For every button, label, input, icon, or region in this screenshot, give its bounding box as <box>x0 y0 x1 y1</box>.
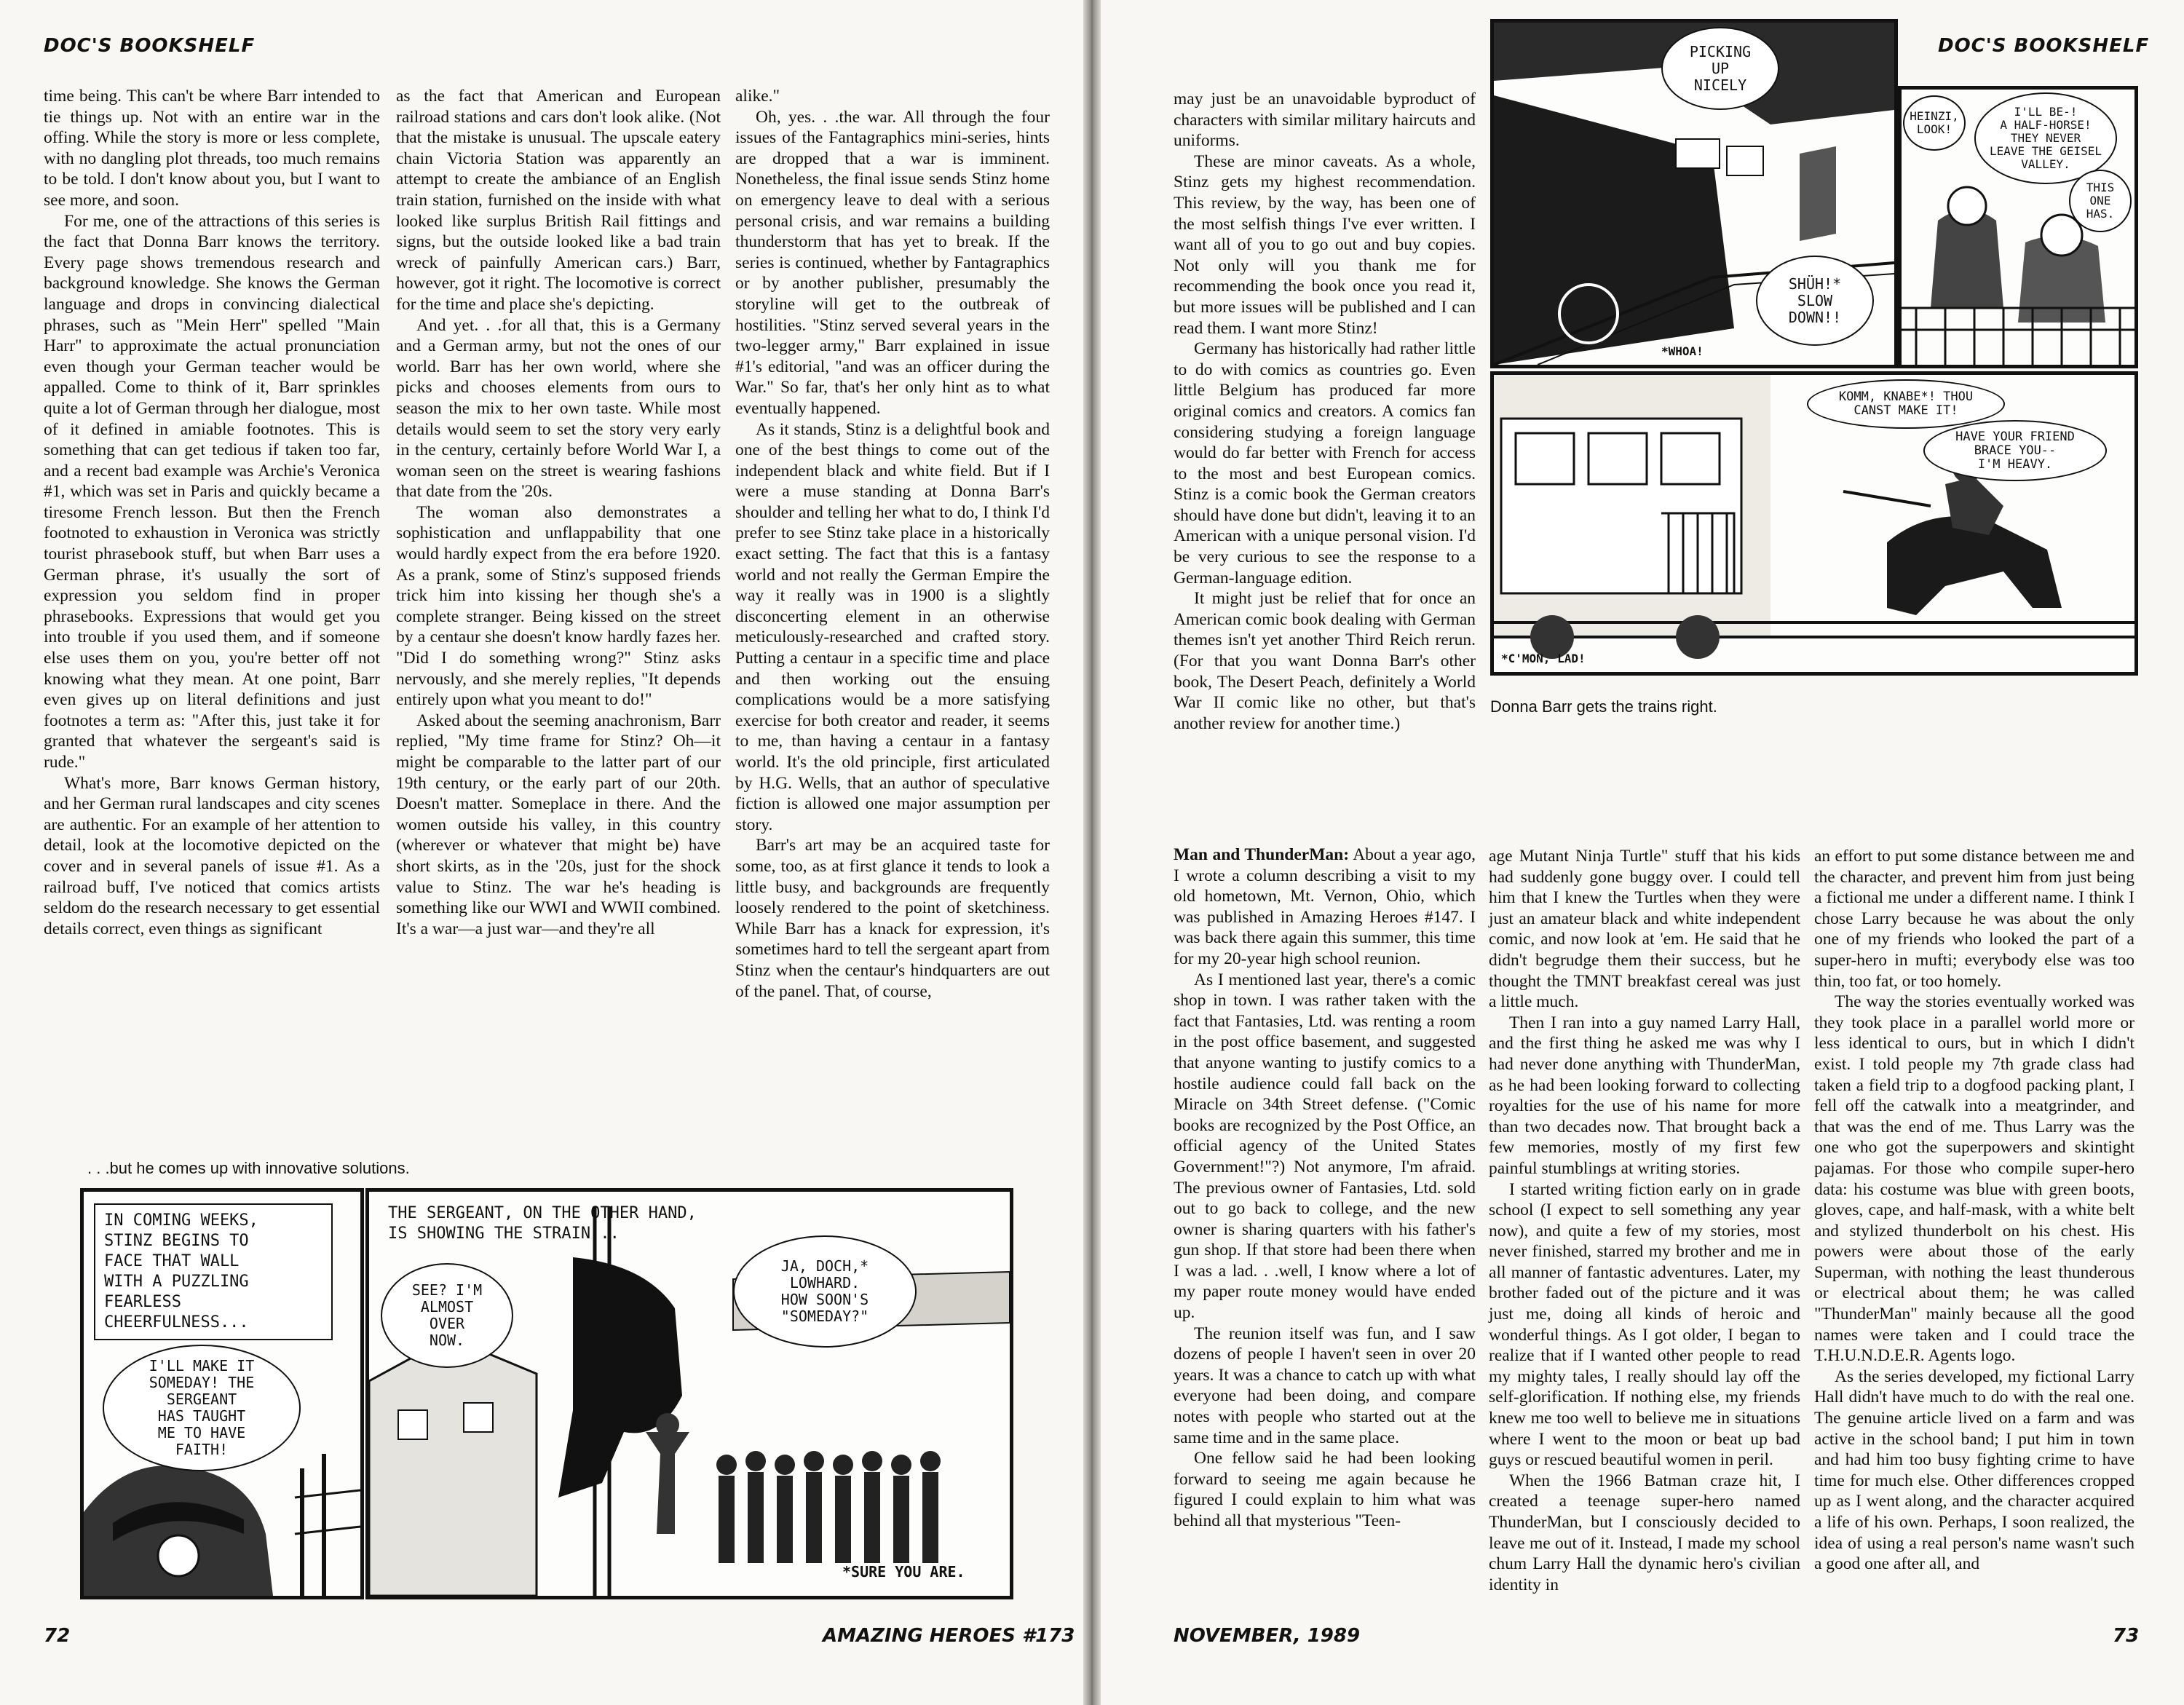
boys-panel <box>1898 86 2138 368</box>
footnote-text: *SURE YOU ARE. <box>842 1563 965 1581</box>
issue-date: NOVEMBER, 1989 <box>1174 1625 1361 1647</box>
centaur-panel <box>1490 371 2138 676</box>
article-column-2 <box>1174 831 1476 1532</box>
section-heading: Man and ThunderMan: <box>1174 845 1350 864</box>
art-caption: Donna Barr gets the trains right. <box>1490 697 1717 716</box>
narration-box: THE SERGEANT, ON THE OTHER HAND, IS SHOWING THE STRAIN... <box>388 1204 697 1243</box>
comic-panel-2 <box>365 1188 1013 1599</box>
footnote-text: *C'MON, LAD! <box>1501 652 1586 665</box>
speech-balloon: I'LL BE-! A HALF-HORSE! THEY NEVER LEAVE THE GEISEL VALLEY. <box>1974 92 2117 184</box>
page-header: DOC'S BOOKSHELF <box>1938 35 2150 57</box>
article-column-2 <box>396 86 721 939</box>
paragraph: an effort to put some distance between me and the character, and prevent him from just being a fictional me under a different name. I think I chose Larry because he was about the only one of my friends who looked the part of a super-hero in mufti; everybody else was too thin, too fat, or too homely. <box>1814 847 2134 991</box>
speech-balloon: KOMM, KNABE*! THOU CANST MAKE IT! <box>1807 379 2005 429</box>
paragraph: alike." <box>735 87 780 106</box>
article-column-3 <box>735 86 1050 1002</box>
paragraph: Germany has historically had rather little to do with comics as countries go. Even little Belgium has produced far more original comics and creators. A comics fan considering studying a foreign language would do far better with French for access to the most and best European comics. Stinz is a comic book the German creators should have done but didn't, leaving it to an American with a unique personal vision. I'd be very curious to see the response to a German-language edition. <box>1174 339 1476 588</box>
right-page <box>1101 0 2184 1705</box>
paragraph: One fellow said he had been looking forward to seeing me again because he figured I could explain to him what was behind all that mysterious "Teen- <box>1174 1449 1476 1530</box>
shout-balloon: SHÜH!* SLOW DOWN!! <box>1756 256 1874 346</box>
page-number: 73 <box>2113 1625 2140 1647</box>
strip-caption: . . .but he comes up with innovative solutions. <box>87 1159 410 1177</box>
paragraph: It might just be relief that for once an American comic book dealing with German themes isn't yet another Third Reich rerun. (For that you want Donna Barr's other book, The Desert Peach, definitely a World War II comic like no other, but that's another review for another time.) <box>1174 589 1476 733</box>
paragraph: may just be an unavoidable byproduct of characters with similar military haircuts and uniforms. <box>1174 90 1476 151</box>
book-spine <box>1083 0 1101 1705</box>
narration-box: IN COMING WEEKS, STINZ BEGINS TO FACE THAT WALL WITH A PUZZLING FEARLESS CHEERFULNESS... <box>94 1203 333 1340</box>
speech-balloon: SEE? I'M ALMOST OVER NOW. <box>381 1263 513 1368</box>
paragraph: The way the stories eventually worked was they took place in a parallel world more or less identical to ours, but in which I didn't exist. I told people my 7th grade class had taken a field trip to a dogfood packing plant, I fell off the catwalk into a meatgrinder, and that was the end of me. Thus Larry was the one who got the superpowers and skintight pajamas. For those who compile super-hero data: his costume was blue with green boots, gloves, cape, and half-mask, with a white belt and stylized thunderbolt on his chest. His powers were about those of the early Superman, with nothing the least thunderous or electrical about them; he was called "ThunderMan" mainly because all the good names were taken and I could trace the T.H.U.N.D.E.R. Agents logo. <box>1814 992 2134 1366</box>
speech-balloon: HAVE YOUR FRIEND BRACE YOU-- I'M HEAVY. <box>1923 420 2107 481</box>
page-number: 72 <box>44 1625 71 1647</box>
train-panel <box>1490 19 1898 368</box>
paragraph: And yet. . .for all that, this is a Germany and a German army, but not the ones of our world. Barr has her own world, where she picks and chooses elements from ours to season the mix to her own taste. While most details would seem to set the story very early in the century, certainly before World War I, a woman seen on the street is wearing fashions that date from the '20s. <box>396 315 721 502</box>
paragraph: time being. This can't be where Barr intended to tie things up. Not with an entire war in the offing. While the story is more or less complete, with no dangling plot threads, too much remains to be told. I don't know about you, but I want to see more, and soon. <box>44 87 380 210</box>
centaur-train-illustration <box>1494 375 2134 672</box>
paragraph: I started writing fiction early on in grade school (I expect to sell something any year now), and quite a few of my stories, most never finished, starred my brother and me in all manner of fantastic adventures. Later, my brother faded out of the picture and it was just me, doing all kinds of heroic and wonderful things. As I got older, I began to realize that if I wanted other people to read my mighty tales, I really should lay off the self-glorification. If nothing else, my friends knew me too well to believe me in situations where I went to the moon or beat up bad guys or rescued beautiful women in peril. <box>1489 1179 1800 1470</box>
page-header: DOC'S BOOKSHELF <box>44 35 256 57</box>
paragraph: Oh, yes. . .the war. All through the four issues of the Fantagraphics mini-series, hints are dropped that a war is imminent. Nonetheless, the final issue sends Stinz home on emergency leave to deal with a serious personal crisis, and war remains a building thunderstorm that has yet to break. If the series is continued, whether by Fantagraphics or by another publisher, presumably the storyline will get to the outbreak of hostilities. "Stinz served several years in the two-legger army," Barr explained in issue #1's editorial, "and was an officer during the War." So far, that's her only hint as to what eventually happened. <box>735 107 1050 418</box>
paragraph: As it stands, Stinz is a delightful book and one of the best things to come out of the independent black and white field. But if I were a muse standing at Donna Barr's shoulder and telling her what to do, I think I'd prefer to see Stinz take place in a historically exact setting. The fact that this is a fantasy world and not really the German Empire the way it really was in 1900 is a slightly disconcerting element in an otherwise meticulously-researched and crafted story. Putting a centaur in a specific time and place and then working out the ensuing complications would be a more satisfying exercise for both creator and reader, it seems to me, than having a centaur in a fantasy world. It's the old principle, first articulated by H.G. Wells, that an author of speculative fiction is allowed one major assumption per story. <box>735 419 1050 834</box>
paragraph: For me, one of the attractions of this series is the fact that Donna Barr knows the territory. Every page shows tremendous research and background knowledge. She knows the German language and drops in convincing dialectical phrases, such as "Mein Herr" spelled "Main Harr" to approximate the actual pronunciation even though your German teacher would be appalled. Come to think of it, Barr sprinkles quite a lot of German through her dialogue, most of it defined in amiable footnotes. This is something that can get tedious if taken too far, and a recent bad example was Archie's Veronica #1, which was set in Paris and quickly became a tiresome French lesson. But then the French footnoted to exhaustion in Veronica was strictly tourist phrasebook stuff, but when Barr uses a German phrase, it's usually the sort of expression you seldom find in proper phrasebooks. Expressions that would get you into trouble if you used them, and if someone else uses them on you, you're better off not knowing what they mean. At one point, Barr even gives up on literal definitions and just footnotes a term as: "After this, just take it for granted that whatever the sergeant's said is rude." <box>44 211 380 772</box>
magazine-title: AMAZING HEROES #173 <box>823 1625 1075 1647</box>
article-column-1 <box>44 86 380 939</box>
left-page <box>0 0 1083 1705</box>
speech-balloon: JA, DOCH,* LOWHARD. HOW SOON'S "SOMEDAY?" <box>733 1235 917 1348</box>
paragraph: What's more, Barr knows German history, and her German rural landscapes and city scenes are authentic. For an example of her attention to detail, look at the locomotive depicted on the cover and in several panels of issue #1. As a railroad buff, I've noticed that comics artists seldom do the research necessary to get essential details correct, even things as significant <box>44 773 380 938</box>
paragraph: The woman also demonstrates a sophistication and unflappability that one would hardly expect from the era before 1920. As a prank, some of Stinz's supposed friends trick him into kissing her though she's a complete stranger. Being kissed on the street by a centaur she doesn't know hardly fazes her. "Did I do something wrong?" Stinz asks nervously, and she merely replies, "It depends entirely upon what you meant to do!" <box>396 502 721 710</box>
paragraph: Asked about the seeming anachronism, Barr replied, "My time frame for Stinz? Oh—it might be comparable to the latter part of our 19th century, or the early part of our 20th. Doesn't matter. Someplace in there. And the women outside his valley, in this country (wherever or whatever that might be) have short skirts, as in the '20s, just for the shock value to Stinz. The war he's heading is something like our WWI and WWII combined. It's a war—a just war—and they're all <box>396 711 721 938</box>
section-lead-text: About a year ago, I wrote a column describing a visit to my old hometown, Mt. Vernon, Ohio, which was published in Amazing Heroes #147. I was back there again this summer, this time for my 20-year high school reunion. <box>1174 845 1476 968</box>
paragraph: Barr's art may be an acquired taste for some, too, as at first glance it tends to look a little busy, and backgrounds are frequently loosely rendered to the point of sketchiness. While Barr has a knack for expression, it's sometimes hard to tell the sergeant apart from Stinz when the centaur's hindquarters are out of the panel. That, of course, <box>735 836 1050 1001</box>
article-column-1 <box>1174 89 1476 734</box>
comic-panel-1 <box>80 1188 364 1599</box>
speech-balloon: PICKING UP NICELY <box>1661 27 1779 110</box>
section-paragraph <box>1174 844 1476 970</box>
barracks-illustration <box>369 1192 1010 1596</box>
paragraph: Then I ran into a guy named Larry Hall, and the first thing he asked me was why I had never done anything with ThunderMan, as he had been looking forward to collecting royalties for the use of his name for more than two decades now. That brought back a few memories, mostly of my first few painful stumblings at writing stories. <box>1489 1013 1800 1178</box>
speech-balloon: THIS ONE HAS. <box>2069 170 2132 232</box>
speech-balloon: HEINZI, LOOK! <box>1903 95 1966 151</box>
footnote-text: *WHOA! <box>1661 344 1704 358</box>
paragraph: These are minor caveats. As a whole, Stinz gets my highest recommendation. This review, by the way, has been one of the most selfish things I've ever written. I want all of you to go out and buy copies. Not only will you thank me for recommending the book once you read it, but more issues will be published and I can read them. I want more Stinz! <box>1174 151 1476 338</box>
paragraph: When the 1966 Batman craze hit, I created a teenage super-hero named ThunderMan, but I consciously decided to leave me out of it. Instead, I made my school chum Larry Hall the dynamic hero's civilian identity in <box>1489 1471 1800 1594</box>
paragraph: As the series developed, my fictional Larry Hall didn't have much to do with the real one. The genuine article lived on a farm and was active in the school band; I put him in town and had him too busy fighting crime to have time for much else. Other differences cropped up as I went along, and the character acquired a life of his own. Perhaps, I soon realized, the idea of using a real person's name wasn't such a good one after all, and <box>1814 1366 2134 1574</box>
paragraph: age Mutant Ninja Turtle" stuff that his kids had suddenly gone buggy over. I could tell him that I knew the Turtles when they were just an amateur black and white independent comic, and now look at 'em. He said that he didn't begrudge them their success, but he thought the TMNT breakfast cereal was just a little much. <box>1489 847 1800 1012</box>
article-column-4 <box>1814 846 2134 1575</box>
speech-balloon: I'LL MAKE IT SOMEDAY! THE SERGEANT HAS TAUGHT ME TO HAVE FAITH! <box>103 1345 301 1471</box>
article-column-3 <box>1489 846 1800 1595</box>
paragraph: as the fact that American and European railroad stations and cars don't look alike. (Not that the mistake is unusual. The upscale eatery chain Victoria Station was apparently an attempt to create the ambiance of an English train station, furnished on the inside with what looked like surplus British Rail fittings and signs, but the outside looked like a bad train wreck of painfully American cars.) Barr, however, got it right. The locomotive is correct for the time and place she's depicting. <box>396 87 721 314</box>
paragraph: As I mentioned last year, there's a comic shop in town. I was rather taken with the fact that Fantasies, Ltd. was renting a room in the post office basement, and suggested that anyone wanting to justify comics to a hostile audience could fall back on the Miracle on 34th Street defense. ("Comic books are recognized by the Post Office, an official agency of the United States Government!"?) Not anymore, I'm afraid. The previous owner of Fantasies, Ltd. sold out to go back to college, and the new owner is sharing quarters with his father's gun shop. If that store had been there when I was a lad. . .well, I know where a lot of my paper route money would have ended up. <box>1174 970 1476 1323</box>
paragraph: The reunion itself was fun, and I saw dozens of people I haven't seen in over 20 years. It was a chance to catch up with what everyone had been doing, and compare notes with people who started out at the same time and in the same place. <box>1174 1324 1476 1447</box>
